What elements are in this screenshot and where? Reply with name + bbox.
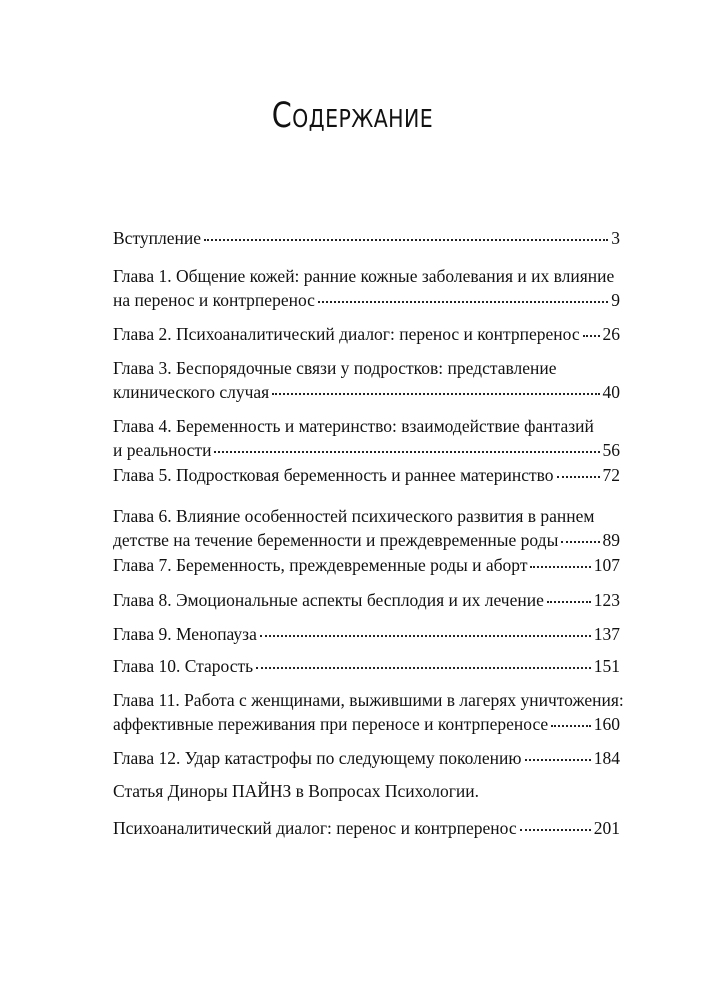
toc-entry[interactable]: [113, 322, 620, 346]
page-title: Содержание: [271, 96, 434, 136]
toc-page-number: 107: [593, 555, 620, 575]
toc-entry-line: [113, 779, 620, 803]
toc-entry[interactable]: [113, 356, 620, 404]
toc-entry-text: детстве на течение беременности и преждевременные роды: [113, 530, 559, 550]
toc-entry-text: и реальности: [113, 440, 212, 460]
toc-entry[interactable]: [113, 463, 620, 487]
toc-entry-line: [113, 438, 620, 462]
dot-leader: [318, 301, 608, 303]
dot-leader: [561, 541, 599, 543]
toc-entry[interactable]: [113, 226, 620, 250]
dot-leader: [583, 335, 600, 337]
toc-entry-line: [113, 322, 620, 346]
toc-page-number: 184: [593, 748, 620, 768]
toc-entry-text: аффективные переживания при переносе и контрпереносе: [113, 714, 549, 734]
toc-entry-text: Глава 12. Удар катастрофы по следующему поколению: [113, 748, 522, 768]
toc-entry-line: [113, 226, 620, 250]
toc-entry-line: [113, 622, 620, 646]
toc-entry-line: [113, 688, 624, 712]
toc-entry-text: Глава 9. Менопауза: [113, 624, 257, 644]
toc-entry[interactable]: [113, 654, 620, 678]
toc-page-number: 160: [593, 714, 620, 734]
toc-entry-text: Глава 6. Влияние особенностей психического развития в раннем: [113, 506, 595, 526]
toc-entry-text: Вступление: [113, 228, 201, 248]
toc-page-number: 89: [602, 530, 620, 550]
toc-entry-text: Глава 4. Беременность и материнство: взаимодействие фантазий: [113, 416, 594, 436]
toc-entry-line: [113, 288, 620, 312]
toc-entry-line: [113, 712, 620, 736]
toc-page-number: 3: [611, 228, 620, 248]
toc-page-number: 201: [593, 818, 620, 838]
toc-entry[interactable]: [113, 816, 620, 840]
toc-entry-text: на перенос и контрперенос: [113, 290, 315, 310]
dot-leader: [551, 725, 591, 727]
toc-entry-text: Глава 11. Работа с женщинами, выжившими в лагерях уничтожения:: [113, 690, 624, 710]
toc-entry-line: [113, 654, 620, 678]
toc-entry-text: Статья Диноры ПАЙНЗ в Вопросах Психологии.: [113, 781, 480, 801]
toc-entry-line: [113, 264, 620, 288]
toc-entry-line: [113, 816, 620, 840]
toc-entry[interactable]: [113, 264, 620, 312]
toc-page-number: 56: [602, 440, 620, 460]
dot-leader: [520, 829, 591, 831]
toc-entry[interactable]: [113, 504, 620, 552]
toc-entry-line: [113, 356, 620, 380]
toc-entry[interactable]: [113, 779, 620, 803]
toc-entry-line: [113, 380, 620, 404]
toc-entry-line: [113, 588, 620, 612]
dot-leader: [260, 635, 591, 637]
dot-leader: [557, 476, 600, 478]
toc-entry[interactable]: [113, 622, 620, 646]
dot-leader: [530, 566, 590, 568]
toc-page-number: 72: [602, 465, 620, 485]
toc-page-number: 40: [602, 382, 620, 402]
toc-entry[interactable]: [113, 588, 620, 612]
toc-entry-line: [113, 746, 620, 770]
toc-page-number: 123: [593, 590, 620, 610]
toc-entry-text: Глава 7. Беременность, преждевременные роды и аборт: [113, 555, 528, 575]
toc-entry-text: Глава 1. Общение кожей: ранние кожные заболевания и их влияние: [113, 266, 615, 286]
toc-entry-line: [113, 463, 620, 487]
toc-entry-text: Глава 8. Эмоциональные аспекты бесплодия и их лечение: [113, 590, 544, 610]
toc-entry-text: клинического случая: [113, 382, 270, 402]
toc-entry-text: Глава 10. Старость: [113, 656, 254, 676]
toc-entry-text: Глава 3. Беспорядочные связи у подростков: представление: [113, 358, 557, 378]
toc-page-number: 9: [611, 290, 620, 310]
toc-entry-line: [113, 553, 620, 577]
toc-entry-text: Глава 5. Подростковая беременность и раннее материнство: [113, 465, 554, 485]
toc-page-number: 137: [593, 624, 620, 644]
dot-leader: [272, 393, 599, 395]
toc-page-number: 151: [593, 656, 620, 676]
toc-entry[interactable]: [113, 746, 620, 770]
toc-entry-text: Психоаналитический диалог: перенос и контрперенос: [113, 818, 517, 838]
toc-entry-line: [113, 528, 620, 552]
toc-entry-line: [113, 414, 620, 438]
dot-leader: [525, 759, 591, 761]
toc-entry[interactable]: [113, 553, 620, 577]
toc-entry-line: [113, 504, 620, 528]
dot-leader: [204, 239, 608, 241]
toc-entry-text: Глава 2. Психоаналитический диалог: перенос и контрперенос: [113, 324, 580, 344]
dot-leader: [214, 451, 599, 453]
toc-entry[interactable]: [113, 688, 624, 736]
dot-leader: [547, 601, 591, 603]
toc-page-number: 26: [602, 324, 620, 344]
toc-entry[interactable]: [113, 414, 620, 462]
dot-leader: [256, 667, 591, 669]
